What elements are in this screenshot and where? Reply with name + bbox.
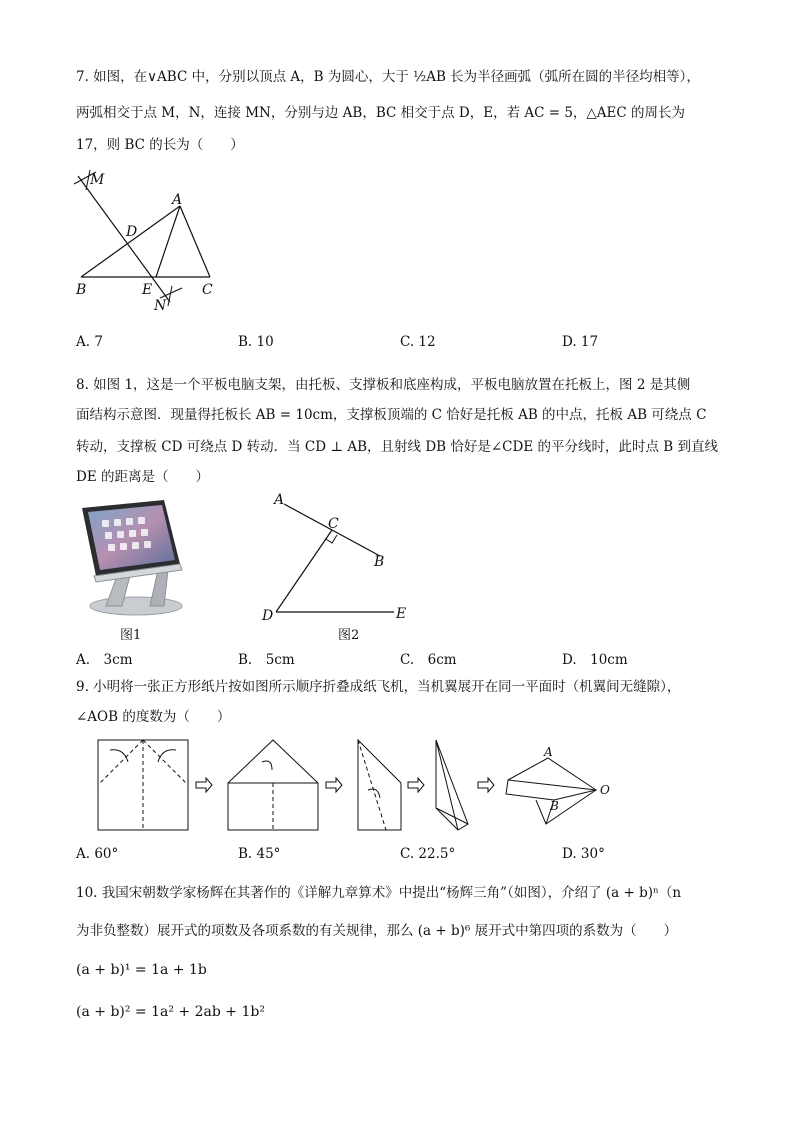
q8-line-3: 转动，支撑板 CD 可绕点 D 转动．当 CD ⊥ AB，且射线 DB 恰好是∠CDE 的平分线时，此时点 B 到直线: [76, 439, 718, 455]
q7-label-e: E: [142, 282, 153, 298]
q7-label-n: N: [154, 298, 167, 314]
q8-line-2: 面结构示意图．现量得托板长 AB = 10cm，支撑板顶端的 C 恰好是托板 AB 的中点，托板 AB 可绕点 C: [76, 407, 707, 423]
q7-option-a[interactable]: A. 7: [76, 334, 103, 350]
figure-1-caption: 图1: [120, 628, 142, 643]
q9-label-o: O: [600, 783, 610, 797]
q7-line-2: 两弧相交于点 M，N，连接 MN，分别与边 AB，BC 相交于点 D，E，若 AC = 5，△AEC 的周长为: [76, 105, 686, 121]
q8-label-a: A: [274, 492, 285, 508]
q10-formula-1: (a + b)¹ = 1a + 1b: [76, 962, 207, 978]
q10-formula-2: (a + b)² = 1a² + 2ab + 1b²: [76, 1004, 265, 1020]
q9-label-b: B: [550, 799, 559, 813]
q8-label-d: D: [262, 608, 274, 624]
q9-label-a: A: [544, 745, 553, 759]
q7-label-c: C: [202, 282, 213, 298]
q8-label-c: C: [328, 516, 339, 532]
q7-option-c[interactable]: C. 12: [400, 334, 436, 350]
q8-line-4: DE 的距离是（ ）: [76, 469, 209, 485]
q9-line-1: 9. 小明将一张正方形纸片按如图所示顺序折叠成纸飞机，当机翼展开在同一平面时（机翼间无缝隙），: [76, 679, 681, 695]
q8-line-1: 8. 如图 1，这是一个平板电脑支架，由托板、支撑板和底座构成，平板电脑放置在托板上，图 2 是其侧: [76, 377, 691, 393]
q9-line-2: ∠AOB 的度数为（ ）: [76, 709, 231, 725]
q8-figure-2: [262, 490, 426, 630]
q7-label-a: A: [172, 192, 183, 208]
q10-line-1: 10. 我国宋朝数学家杨辉在其著作的《详解九章算术》中提出“杨辉三角”（如图），介绍了 (a + b)ⁿ（n: [76, 885, 682, 901]
q9-option-a[interactable]: A. 60°: [76, 846, 119, 862]
q7-label-m: M: [90, 172, 105, 188]
q7-line-1: 7. 如图，在∨ABC 中，分别以顶点 A，B 为圆心，大于 ½AB 长为半径画弧（弧所在圆的半径均相等），: [76, 69, 700, 85]
q7-option-b[interactable]: B. 10: [238, 334, 274, 350]
q7-label-d: D: [126, 224, 138, 240]
q7-label-b: B: [76, 282, 87, 298]
q9-option-c[interactable]: C. 22.5°: [400, 846, 456, 862]
figure-2-caption: 图2: [338, 628, 360, 643]
q9-folding-steps-figure: [96, 738, 656, 838]
q8-option-c[interactable]: C. 6cm: [400, 652, 457, 668]
q8-label-e: E: [396, 606, 407, 622]
q9-option-b[interactable]: B. 45°: [238, 846, 281, 862]
q8-option-a[interactable]: A. 3cm: [76, 652, 133, 668]
q9-option-d[interactable]: D. 30°: [562, 846, 605, 862]
q8-option-b[interactable]: B. 5cm: [238, 652, 295, 668]
q10-line-2: 为非负整数）展开式的项数及各项系数的有关规律，那么 (a + b)⁶ 展开式中第四项的系数为（ ）: [76, 923, 678, 939]
q8-label-b: B: [374, 554, 385, 570]
q7-line-3: 17，则 BC 的长为（ ）: [76, 137, 244, 153]
q7-figure: [74, 170, 234, 314]
q7-option-d[interactable]: D. 17: [562, 334, 599, 350]
tablet-stand-image: [76, 498, 186, 618]
q8-option-d[interactable]: D. 10cm: [562, 652, 628, 668]
